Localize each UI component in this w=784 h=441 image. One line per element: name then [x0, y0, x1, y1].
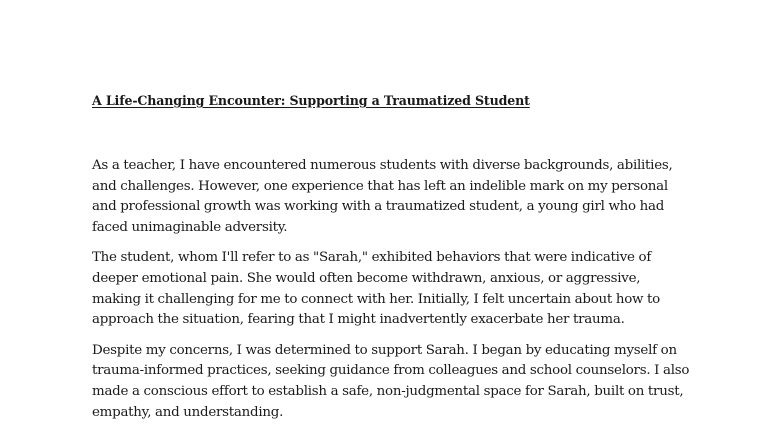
- document-body: [92, 156, 692, 433]
- paragraph-support-approach: Despite my concerns, I was determined to support Sarah. I began by educating myself on trauma-informed practices, seeking guidance from colleagues and school counselors. I also made a conscious effort to establish a safe, non-judgmental space for Sarah, built on trust, empathy, and understanding.: [92, 342, 690, 420]
- document-title: A Life-Changing Encounter: Supporting a Traumatized Student: [92, 93, 530, 108]
- paragraph-intro: As a teacher, I have encountered numerous students with diverse backgrounds, abilities, and challenges. However, one experience that has left an indelible mark on my personal and professional growth was working with a traumatized student, a young girl who had faced unimaginable adversity.: [92, 158, 673, 235]
- paragraph-sarah-behavior: The student, whom I'll refer to as "Sarah," exhibited behaviors that were indicative of deeper emotional pain. She would often become withdrawn, anxious, or aggressive, making it challenging for me to connect with her. Initially, I felt uncertain about how to approach the situation, fearing that I might inadvertently exacerbate her trauma.: [92, 250, 660, 328]
